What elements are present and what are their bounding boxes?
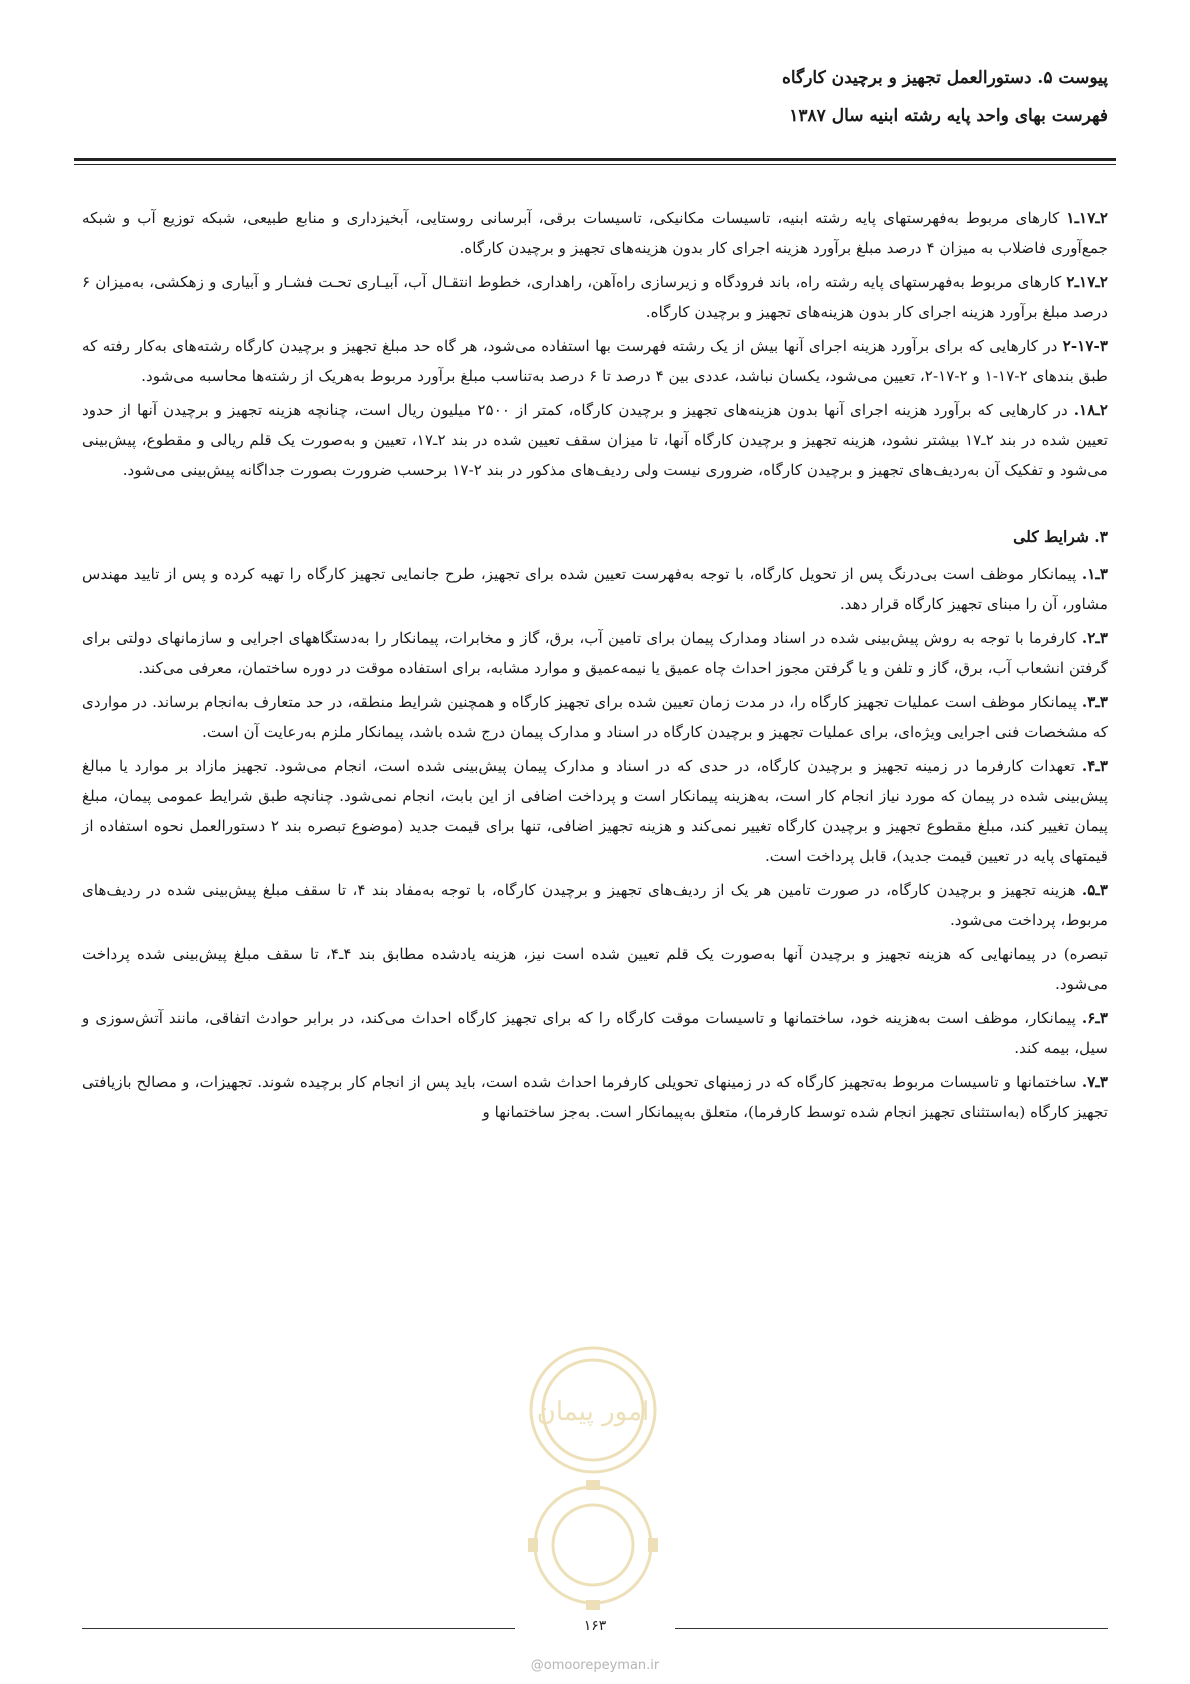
seal-text: امور پیمان (536, 1397, 650, 1427)
clause-paragraph (82, 875, 1108, 935)
clause-number: ۳ـ۱. (1081, 565, 1108, 583)
clause-number: ۲ـ۱۷ـ۱ (1066, 209, 1108, 227)
header-rule-thick (74, 158, 1116, 161)
clause-2-17-group (82, 203, 1108, 485)
section-title: ۳. شرایط کلی (1013, 527, 1108, 546)
clause-text: ساختمانها و تاسیسات مربوط به‌تجهیز کارگاه که در زمینهای تحویلی کارفرما احداث شده است، باید پس از انجام کار برچیده شوند. تجهیزات، و مصالح بازیافتی تجهیز کارگاه (به‌استثنای تجهیز انجام شده توسط کارفرما)، متعلق به‌پیمانکار است. به‌جز ساختمانها و (82, 1073, 1108, 1121)
clause-number: ۳ـ۵. (1081, 881, 1108, 899)
clause-number: ۳ـ۶. (1081, 1009, 1108, 1027)
clause-paragraph (82, 395, 1108, 485)
clause-text: پیمانکار، موظف است به‌هزینه خود، ساختمانها و تاسیسات موقت کارگاه را که برای تجهیز کارگاه احداث می‌کند، در برابر حوادث اتفاقی، مانند آتش‌سوزی و سیل، بیمه کند. (82, 1009, 1108, 1057)
clause-number: ۲-۱۷-۳ (1062, 337, 1108, 355)
page-number: ۱۶۳ (583, 1618, 607, 1634)
document-body (82, 203, 1108, 1131)
clause-paragraph (82, 203, 1108, 263)
general-conditions-group (82, 559, 1108, 1127)
clause-paragraph (82, 267, 1108, 327)
clause-paragraph (82, 1067, 1108, 1127)
clause-text: پیمانکار موظف است بی‌درنگ پس از تحویل کارگاه، با توجه به‌فهرست تعیین شده برای تجهیز، طرح جانمایی تجهیز کارگاه را تهیه کرده و پس از تایید مهندس مشاور، آن را مبنای تجهیز کارگاه قرار دهد. (82, 565, 1108, 613)
header-pricelist-title: فهرست بهای واحد پایه رشته ابنیه سال ۱۳۸۷ (789, 106, 1108, 126)
clause-text: در کارهایی که برآورد هزینه اجرای آنها بدون هزینه‌های تجهیز و برچیدن کارگاه، کمتر از ۲۵۰۰ میلیون ریال است، چنانچه هزینه تجهیز و برچیدن آنها از حدود تعیین شده در بند ۲ـ۱۷ بیشتر نشود، هزینه تجهیز و برچیدن کارگاه آنها، تا میزان سقف تعیین شده در بند ۲ـ۱۷، تعیین و به‌صورت یک قلم ریالی و مقطوع، پیش‌بینی می‌شود و تفکیک آن به‌ردیف‌های تجهیز و برچیدن کارگاه، ضروری نیست ولی ردیف‌های مذکور در بند ۲-۱۷ برحسب ضرورت بصورت جداگانه پیش‌بینی می‌شود. (82, 401, 1108, 479)
clause-paragraph (82, 687, 1108, 747)
clause-text: کارفرما با توجه به روش پیش‌بینی شده در اسناد ومدارک پیمان برای تامین آب، برق، گاز و مخابرات، پیمانکار را به‌دستگاههای اجرایی و سازمانهای دولتی برای گرفتن انشعاب آب، برق، گاز و تلفن و یا گرفتن مجوز احداث چاه عمیق یا نیمه‌عمیق و موارد مشابه، برای استفاده موقت در دوره ساختمان، معرفی می‌کند. (82, 629, 1108, 677)
watermark-url: @omoorepeyman.ir (530, 1658, 660, 1673)
clause-paragraph (82, 939, 1108, 999)
page-header (78, 60, 1108, 136)
clause-text: پیمانکار موظف است عملیات تجهیز کارگاه را، در مدت زمان تعیین شده برای تجهیز کارگاه و همچنین شرایط منطقه، در حد متعارف به‌انجام برساند. در مواردی که مشخصات فنی اجرایی ویژه‌ای، برای عملیات تجهیز و برچیدن کارگاه در اسناد و مدارک پیمان درج شده باشد، پیمانکار ملزم به‌رعایت آن است. (82, 693, 1108, 741)
header-rule-thin (74, 164, 1116, 165)
clause-paragraph (82, 559, 1108, 619)
clause-text: کارهای مربوط به‌فهرستهای پایه رشته راه، باند فرودگاه و زیرسازی راه‌آهن، راهداری، خطوط انتقـال آب، آبیـاری تحـت فشـار و آبیاری و زهکشی، به‌میزان ۶ درصد مبلغ برآورد هزینه اجرای کار بدون هزینه‌های تجهیز و برچیدن کارگاه. (82, 273, 1108, 321)
clause-number: ۳ـ۲. (1081, 629, 1108, 647)
clause-number: ۳ـ۳. (1081, 693, 1108, 711)
clause-text: در کارهایی که برای برآورد هزینه اجرای آنها بیش از یک رشته فهرست بها استفاده می‌شود، هر گاه حد مبلغ تجهیز و برچیدن کارگاه رشته‌های به‌کار رفته که طبق بندهای ۲-۱۷-۱ و ۲-۱۷-۲، تعیین می‌شود، یکسان نباشد، عددی بین ۴ درصد تا ۶ درصد به‌تناسب مبلغ برآورد مربوط به‌هریک از رشته‌ها محاسبه می‌شود. (82, 337, 1108, 385)
clause-number: ۳ـ۴. (1081, 757, 1108, 775)
clause-text: هزینه تجهیز و برچیدن کارگاه، در صورت تامین هر یک از ردیف‌های تجهیز و برچیدن کارگاه، با توجه به‌مفاد بند ۴، تا سقف مبلغ پیش‌بینی شده در ردیف‌های مربوط، پرداخت می‌شود. (82, 881, 1108, 929)
clause-number: ۲ـ۱۷ـ۲ (1066, 273, 1108, 291)
clause-paragraph (82, 623, 1108, 683)
clause-paragraph (82, 1003, 1108, 1063)
clause-text: تبصره) در پیمانهایی که هزینه تجهیز و برچیدن آنها به‌صورت یک قلم تعیین شده است نیز، هزینه یادشده مطابق بند ۴ـ۴، تا سقف مبلغ پیش‌بینی شده پرداخت می‌شود. (82, 945, 1109, 993)
clause-number: ۲ـ۱۸. (1073, 401, 1108, 419)
clause-paragraph (82, 331, 1108, 391)
seal-watermark-icon (498, 1340, 688, 1640)
clause-text: تعهدات کارفرما در زمینه تجهیز و برچیدن کارگاه، در حدی که در اسناد و مدارک پیمان پیش‌بینی شده است، انجام می‌شود. تجهیز مازاد بر موارد یا مبالغ پیش‌بینی شده در پیمان که مورد نیاز انجام کار است، به‌هزینه پیمانکار است و پرداخت اضافی از این بابت، انجام نمی‌شود. چنانچه طبق شرایط عمومی پیمان، مبلغ پیمان تغییر کند، مبلغ مقطوع تجهیز و برچیدن کارگاه تغییر نمی‌کند و هزینه تجهیز اضافی، تنها برای قیمت جدید (موضوع تبصره بند ۲ دستورالعمل نحوه استفاده از قیمتهای پایه در تعیین قیمت جدید)، قابل پرداخت است. (82, 757, 1108, 865)
clause-number: ۳ـ۷. (1081, 1073, 1108, 1091)
header-appendix-title: پیوست ۵. دستورالعمل تجهیز و برچیدن کارگاه (782, 68, 1108, 88)
clause-text: کارهای مربوط به‌فهرستهای پایه رشته ابنیه، تاسیسات مکانیکی، تاسیسات برقی، آبرسانی روستایی، آبخیزداری و منابع طبیعی، شبکه توزیع آب و شبکه جمع‌آوری فاضلاب به میزان ۴ درصد مبلغ برآورد هزینه اجرای کار بدون هزینه‌های تجهیز و برچیدن کارگاه. (82, 209, 1108, 257)
clause-paragraph (82, 751, 1108, 871)
